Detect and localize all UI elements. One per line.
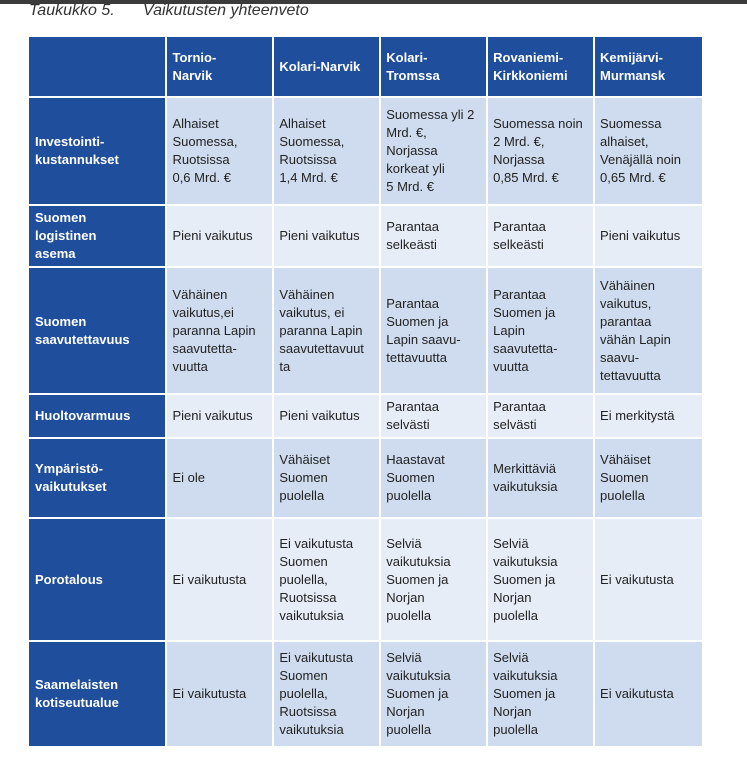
table-cell: Ei vaikutusta — [595, 519, 702, 640]
table-cell: Vähäinen vaikutus,ei paranna Lapin saavutetta- vuutta — [167, 268, 272, 393]
row-header-environmental-impacts: Ympäristö- vaikutukset — [29, 439, 165, 517]
table-row — [29, 206, 702, 266]
table-cell: Ei ole — [167, 439, 272, 517]
row-header-reindeer-husbandry: Porotalous — [29, 519, 165, 640]
table-cell: Ei vaikutusta Suomen puolella, Ruotsissa vaikutuksia — [274, 642, 379, 746]
table-cell: Parantaa selvästi — [381, 395, 486, 437]
table-cell: Parantaa selkeästi — [381, 206, 486, 266]
table-row — [29, 268, 702, 393]
row-header-sami-homeland: Saamelaisten kotiseutualue — [29, 642, 165, 746]
table-cell: Vähäiset Suomen puolella — [274, 439, 379, 517]
column-header-tornio-narvik: Tornio- Narvik — [167, 37, 272, 96]
table-cell: Parantaa selvästi — [488, 395, 593, 437]
table-cell: Ei vaikutusta Suomen puolella, Ruotsissa vaikutuksia — [274, 519, 379, 640]
table-cell: Merkittäviä vaikutuksia — [488, 439, 593, 517]
row-header-security-of-supply: Huoltovarmuus — [29, 395, 165, 437]
table-cell: Suomessa yli 2 Mrd. €, Norjassa korkeat yli 5 Mrd. € — [381, 98, 486, 204]
table-cell: Vähäiset Suomen puolella — [595, 439, 702, 517]
table-caption — [29, 2, 309, 20]
column-header-kemijarvi-murmansk: Kemijärvi- Murmansk — [595, 37, 702, 96]
table-cell: Ei vaikutusta — [595, 642, 702, 746]
table-row — [29, 98, 702, 204]
table-cell: Vähäinen vaikutus, ei paranna Lapin saavutettavuut ta — [274, 268, 379, 393]
caption-title: Vaikutusten yhteenveto — [143, 2, 309, 19]
table-cell: Pieni vaikutus — [595, 206, 702, 266]
table-cell: Selviä vaikutuksia Suomen ja Norjan puolella — [381, 642, 486, 746]
table-cell: Suomessa noin 2 Mrd. €, Norjassa 0,85 Mrd. € — [488, 98, 593, 204]
table-cell: Pieni vaikutus — [274, 206, 379, 266]
table-cell: Parantaa selkeästi — [488, 206, 593, 266]
table-cell: Alhaiset Suomessa, Ruotsissa 1,4 Mrd. € — [274, 98, 379, 204]
column-header-rovaniemi-kirkkoniemi: Rovaniemi- Kirkkoniemi — [488, 37, 593, 96]
table-cell: Haastavat Suomen puolella — [381, 439, 486, 517]
impact-summary-table — [27, 35, 704, 748]
column-header-kolari-tromssa: Kolari- Tromssa — [381, 37, 486, 96]
table-cell: Ei vaikutusta — [167, 642, 272, 746]
header-row — [29, 37, 702, 96]
table-cell: Vähäinen vaikutus, parantaa vähän Lapin saavu- tettavuutta — [595, 268, 702, 393]
row-header-logistic-position: Suomen logistinen asema — [29, 206, 165, 266]
column-header-kolari-narvik: Kolari-Narvik — [274, 37, 379, 96]
table-cell: Pieni vaikutus — [167, 395, 272, 437]
table-cell: Ei vaikutusta — [167, 519, 272, 640]
caption-number: Taukukko 5. — [29, 2, 115, 19]
corner-cell — [29, 37, 165, 96]
table-row — [29, 395, 702, 437]
table-cell: Suomessa alhaiset, Venäjällä noin 0,65 Mrd. € — [595, 98, 702, 204]
table-cell: Selviä vaikutuksia Suomen ja Norjan puolella — [381, 519, 486, 640]
table-row — [29, 642, 702, 746]
table-cell: Alhaiset Suomessa, Ruotsissa 0,6 Mrd. € — [167, 98, 272, 204]
row-header-investment-costs: Investointi- kustannukset — [29, 98, 165, 204]
table-cell: Selviä vaikutuksia Suomen ja Norjan puolella — [488, 642, 593, 746]
table-cell: Pieni vaikutus — [167, 206, 272, 266]
table-cell: Parantaa Suomen ja Lapin saavutetta- vuutta — [488, 268, 593, 393]
table-cell: Pieni vaikutus — [274, 395, 379, 437]
table-row — [29, 519, 702, 640]
row-header-accessibility: Suomen saavutettavuus — [29, 268, 165, 393]
table-cell: Ei merkitystä — [595, 395, 702, 437]
table-row — [29, 439, 702, 517]
table-cell: Parantaa Suomen ja Lapin saavu- tettavuutta — [381, 268, 486, 393]
table-cell: Selviä vaikutuksia Suomen ja Norjan puolella — [488, 519, 593, 640]
